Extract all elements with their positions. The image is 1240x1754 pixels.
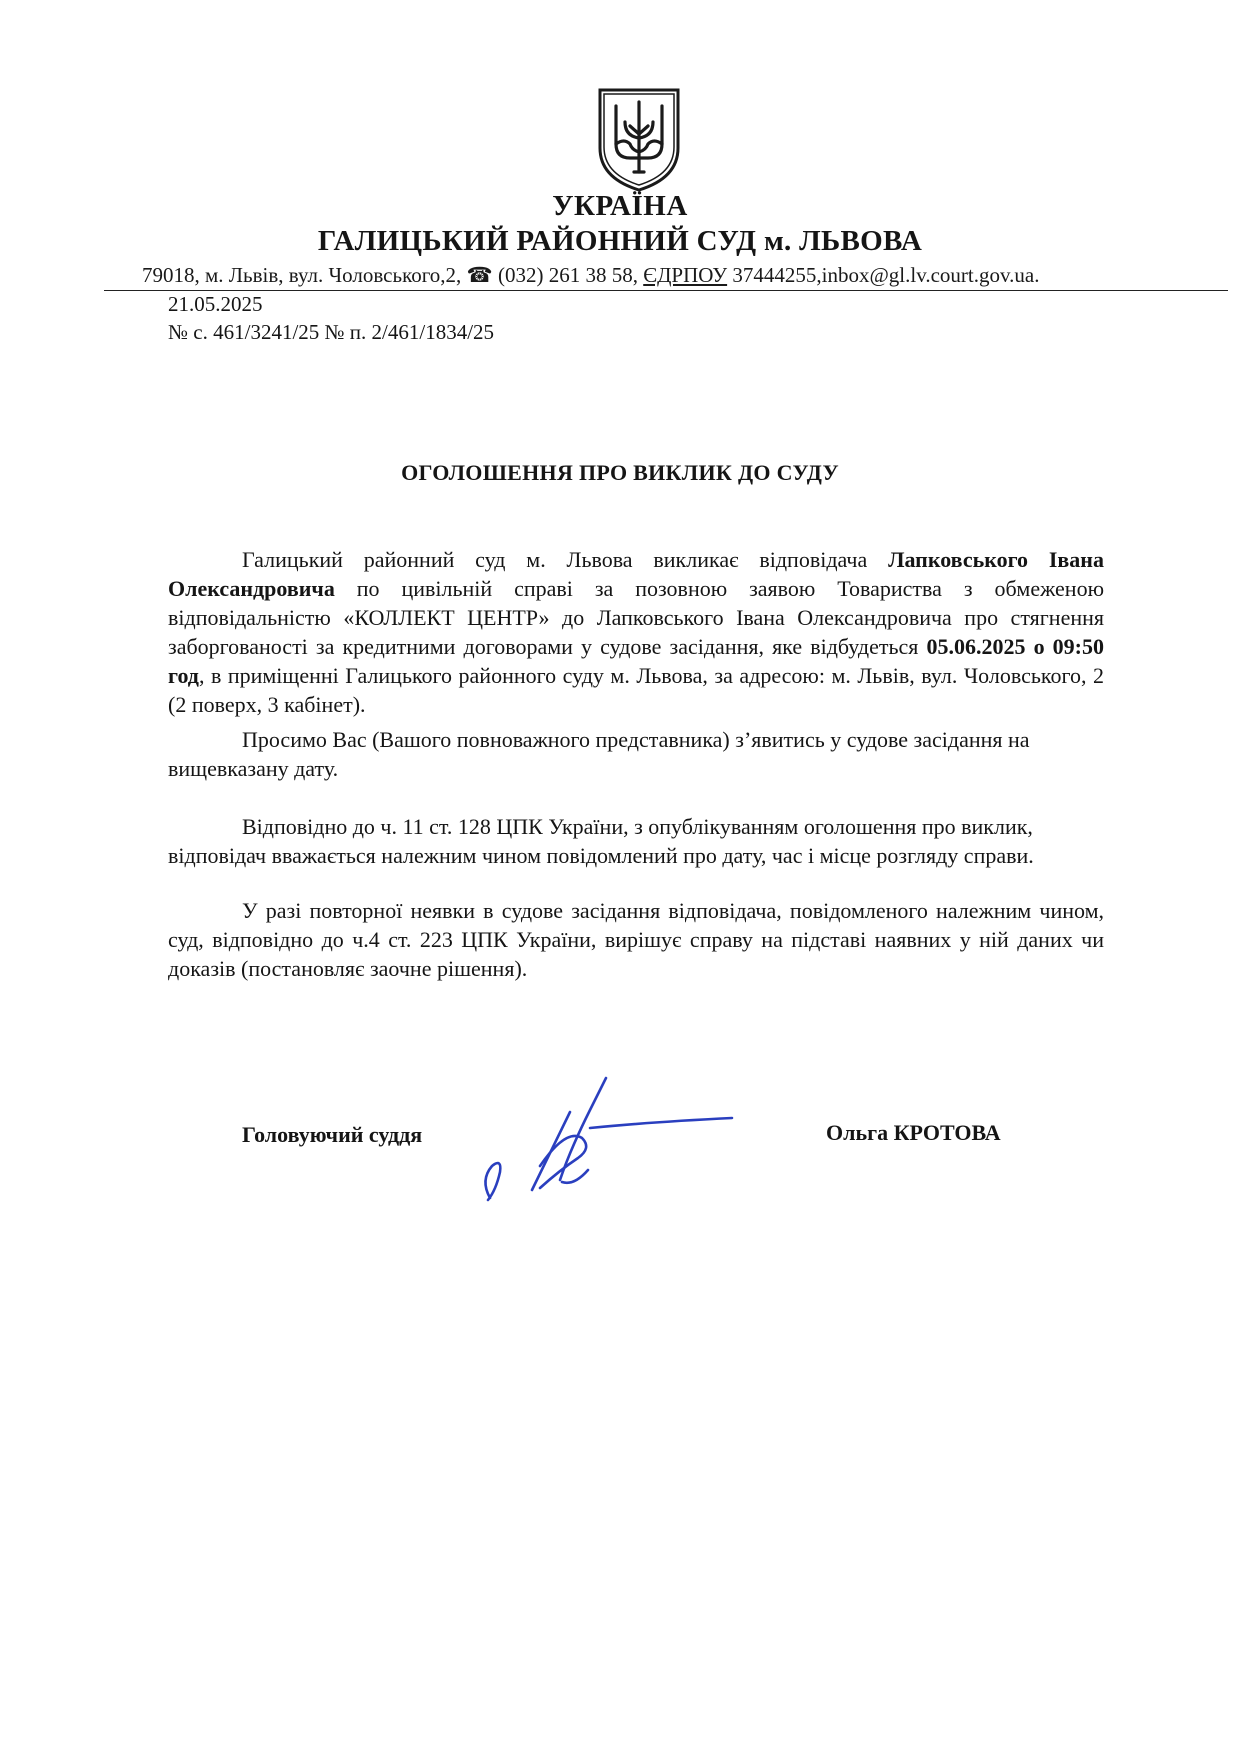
summons-text-3: , в приміщенні Галицького районного суду м. Львова, за адресою: м. Львів, вул. Чоловського, 2 (2 поверх, 3 кабінет). — [168, 663, 1104, 717]
header-divider — [104, 290, 1228, 291]
summons-paragraph — [168, 545, 1104, 719]
judge-role: Головуючий суддя — [242, 1122, 423, 1147]
court-name-heading: ГАЛИЦЬКИЙ РАЙОННИЙ СУД м. ЛЬВОВА — [317, 225, 923, 257]
address-separator: , — [632, 263, 644, 287]
request-paragraph: Просимо Вас (Вашого повноважного представника) з’явитись у судове засідання на вищевказану дату. — [168, 727, 1030, 781]
summons-text-1: Галицький районний суд м. Львова викликає відповідача — [242, 547, 889, 572]
phone-number: (032) 261 38 58 — [497, 263, 633, 287]
edrpou-label: ЄДРПОУ — [643, 263, 728, 287]
hearing-datetime: 05.06.2025 о 09:50 год — [168, 634, 1104, 688]
edrpou-and-email: 37444255,inbox@gl.lv.court.gov.ua. — [727, 263, 1040, 287]
court-address-line — [142, 263, 1222, 288]
address-text: 79018, м. Львів, вул. Чоловського,2, — [142, 263, 467, 287]
defendant-name: Лапковського Івана Олександровича — [168, 547, 1104, 601]
judge-name: Ольга КРОТОВА — [826, 1120, 1001, 1145]
default-judgment-paragraph: У разі повторної неявки в судове засідання відповідача, повідомленого належним чином, суд, відповідно до ч.4 ст. 223 ЦПК України, вирішує справу на підставі наявних у ній даних чи доказів (постановляє заочне рішення). — [168, 898, 1104, 981]
summons-text-2: по цивільній справі за позовною заявою Товариства з обмеженою відповідальністю «КОЛЛЕКТ ЦЕНТР» до Лапковського Івана Олександровича про стягнення заборгованості за кредитними договорами у судове засідання, яке відбудеться — [168, 576, 1104, 659]
country-heading: УКРАЇНА — [552, 190, 688, 222]
trident-coat-of-arms-icon — [594, 86, 684, 194]
case-numbers: № с. 461/3241/25 № п. 2/461/1834/25 — [168, 320, 495, 344]
document-title: ОГОЛОШЕННЯ ПРО ВИКЛИК ДО СУДУ — [401, 460, 839, 485]
notice-paragraph: Відповідно до ч. 11 ст. 128 ЦПК України, з опублікуванням оголошення про виклик, відповідач вважається належним чином повідомлений про дату, час і місце розгляду справи. — [168, 814, 1034, 868]
telephone-icon: ☎ — [466, 263, 493, 287]
document-date: 21.05.2025 — [168, 292, 263, 316]
handwritten-signature — [470, 1070, 770, 1210]
